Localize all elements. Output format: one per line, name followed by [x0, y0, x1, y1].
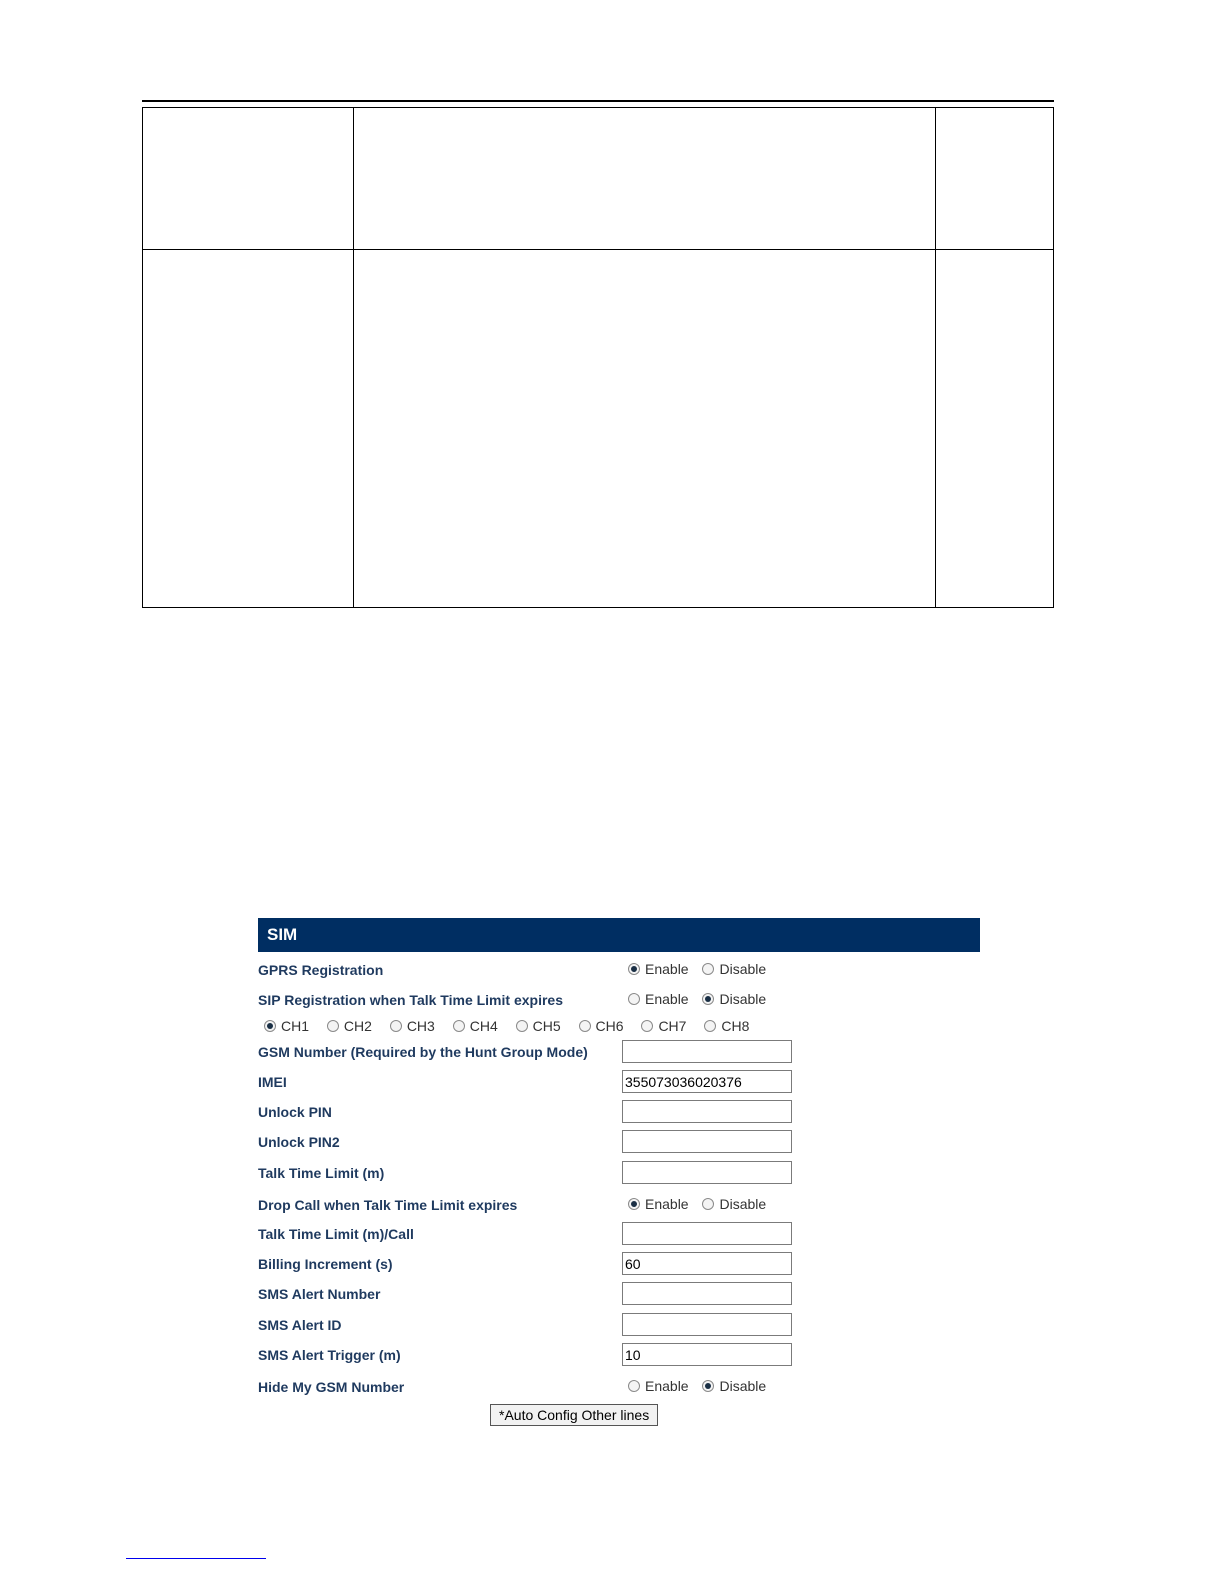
billing-increment-row [258, 1252, 980, 1278]
auto-config-row [258, 1404, 980, 1430]
gprs-disable-radio[interactable]: Disable [702, 961, 766, 977]
radio-unselected-icon [628, 993, 640, 1005]
sms-alert-trigger-label: SMS Alert Trigger (m) [258, 1347, 401, 1363]
document-table [142, 107, 1054, 608]
sip-disable-radio[interactable]: Disable [702, 991, 766, 1007]
channel-radios [264, 1018, 763, 1035]
radio-unselected-icon [704, 1020, 716, 1032]
sms-alert-id-label: SMS Alert ID [258, 1317, 342, 1333]
unlock-pin-input[interactable] [622, 1100, 792, 1123]
sim-settings-panel [258, 918, 980, 1423]
radio-selected-icon [628, 963, 640, 975]
imei-row [258, 1070, 980, 1096]
unlock-pin2-input[interactable] [622, 1130, 792, 1153]
channel-radio-ch8[interactable]: CH8 [704, 1018, 749, 1034]
sms-alert-number-label: SMS Alert Number [258, 1286, 381, 1302]
sms-alert-id-input[interactable] [622, 1313, 792, 1336]
sip-enable-radio[interactable]: Enable [628, 991, 689, 1007]
sip-registration-row [258, 988, 980, 1014]
table-row [143, 108, 1054, 250]
gsm-number-row [258, 1040, 980, 1066]
unlock-pin2-row [258, 1130, 980, 1156]
radio-unselected-icon [327, 1020, 339, 1032]
sms-alert-trigger-input[interactable] [622, 1343, 792, 1366]
talk-time-limit-row [258, 1161, 980, 1187]
sip-registration-radios [628, 991, 776, 1008]
channel-radio-ch1[interactable]: CH1 [264, 1018, 309, 1034]
billing-increment-input[interactable] [622, 1252, 792, 1275]
gsm-number-input[interactable] [622, 1040, 792, 1063]
gprs-registration-row [258, 958, 980, 984]
imei-label: IMEI [258, 1074, 287, 1090]
hide-gsm-number-row [258, 1375, 980, 1401]
talk-time-limit-input[interactable] [622, 1161, 792, 1184]
radio-selected-icon [702, 1380, 714, 1392]
radio-unselected-icon [628, 1380, 640, 1392]
unlock-pin-label: Unlock PIN [258, 1104, 332, 1120]
sip-registration-label: SIP Registration when Talk Time Limit expires [258, 992, 563, 1008]
radio-unselected-icon [702, 1198, 714, 1210]
radio-unselected-icon [702, 963, 714, 975]
hide-gsm-disable-radio[interactable]: Disable [702, 1378, 766, 1394]
imei-input[interactable] [622, 1070, 792, 1093]
hide-gsm-number-radios [628, 1378, 776, 1395]
table-cell [354, 108, 936, 250]
table-cell [143, 108, 354, 250]
billing-increment-label: Billing Increment (s) [258, 1256, 393, 1272]
channel-radio-ch3[interactable]: CH3 [390, 1018, 435, 1034]
table-row [143, 250, 1054, 608]
talk-time-per-call-input[interactable] [622, 1222, 792, 1245]
table-cell [936, 108, 1054, 250]
hide-gsm-number-label: Hide My GSM Number [258, 1379, 405, 1395]
drop-call-radios [628, 1196, 776, 1213]
radio-unselected-icon [516, 1020, 528, 1032]
gsm-number-label: GSM Number (Required by the Hunt Group Mode) [258, 1044, 588, 1060]
unlock-pin2-label: Unlock PIN2 [258, 1134, 340, 1150]
channel-select-row [258, 1015, 980, 1041]
gprs-registration-label: GPRS Registration [258, 962, 384, 978]
channel-radio-ch4[interactable]: CH4 [453, 1018, 498, 1034]
panel-title: SIM [258, 918, 980, 952]
header-rule [142, 100, 1054, 102]
radio-unselected-icon [641, 1020, 653, 1032]
footnote-rule [126, 1558, 266, 1559]
table-cell [354, 250, 936, 608]
talk-time-per-call-label: Talk Time Limit (m)/Call [258, 1226, 414, 1242]
gprs-enable-radio[interactable]: Enable [628, 961, 689, 977]
drop-call-enable-radio[interactable]: Enable [628, 1196, 689, 1212]
channel-radio-ch5[interactable]: CH5 [516, 1018, 561, 1034]
unlock-pin-row [258, 1100, 980, 1126]
talk-time-per-call-row [258, 1222, 980, 1248]
hide-gsm-enable-radio[interactable]: Enable [628, 1378, 689, 1394]
drop-call-label: Drop Call when Talk Time Limit expires [258, 1197, 518, 1213]
radio-selected-icon [628, 1198, 640, 1210]
sms-alert-id-row [258, 1313, 980, 1339]
channel-radio-ch2[interactable]: CH2 [327, 1018, 372, 1034]
channel-radio-ch7[interactable]: CH7 [641, 1018, 686, 1034]
talk-time-limit-label: Talk Time Limit (m) [258, 1165, 385, 1181]
radio-selected-icon [264, 1020, 276, 1032]
radio-unselected-icon [579, 1020, 591, 1032]
drop-call-row [258, 1193, 980, 1219]
sms-alert-number-row [258, 1282, 980, 1308]
sms-alert-trigger-row [258, 1343, 980, 1369]
auto-config-button[interactable]: *Auto Config Other lines [490, 1404, 658, 1426]
gprs-registration-radios [628, 961, 776, 978]
radio-selected-icon [702, 993, 714, 1005]
table-cell [143, 250, 354, 608]
table-cell [936, 250, 1054, 608]
channel-radio-ch6[interactable]: CH6 [579, 1018, 624, 1034]
radio-unselected-icon [453, 1020, 465, 1032]
sms-alert-number-input[interactable] [622, 1282, 792, 1305]
drop-call-disable-radio[interactable]: Disable [702, 1196, 766, 1212]
radio-unselected-icon [390, 1020, 402, 1032]
